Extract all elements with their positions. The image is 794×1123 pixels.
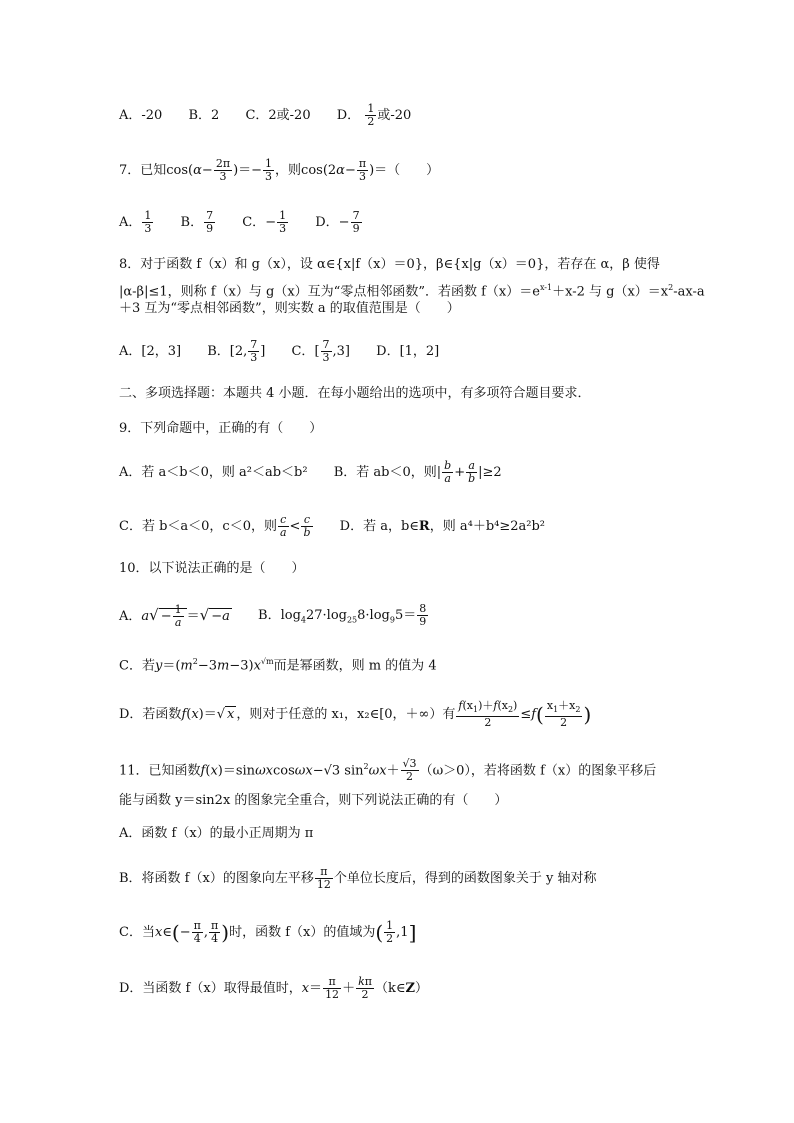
q7-option-a: A． $\frac{1}{3}$ bbox=[119, 209, 152, 235]
q9-option-c: C．若 b＜a＜0，c＜0，则 $\frac{c}{a}$ < $\frac{c}{b}$ bbox=[119, 513, 311, 539]
fraction: $\frac{1}{3}$ bbox=[265, 157, 273, 183]
q7-stem-end: ＝（ ） bbox=[374, 163, 440, 178]
fraction: $\frac{2\pi}{3}$ bbox=[215, 157, 231, 183]
q8-option-a: A．[2，3] bbox=[119, 343, 182, 359]
q8-option-b: B．[2, $\frac{7}{3}$ ] bbox=[207, 338, 266, 364]
q7-option-c: C．− $\frac{1}{3}$ bbox=[242, 209, 287, 235]
q7-option-b: B． $\frac{7}{9}$ bbox=[180, 209, 214, 235]
q8-line2-text: |α-β|≤1，则称 f（x）与 g（x）互为“零点相邻函数”．若函数 f（x）＝e bbox=[119, 284, 540, 300]
q6-option-b: B．2 bbox=[188, 107, 220, 123]
q7-stem-start: 7．已知 bbox=[119, 163, 167, 178]
q9-option-d: D．若 a，b∈R，则 a⁴＋b⁴≥2a²b² bbox=[339, 518, 546, 534]
q8-line2: |α-β|≤1，则称 f（x）与 g（x）互为“零点相邻函数”．若函数 $f(x)=e^{x-1}+x-2$ 与 $g(x)=x^2-ax-a$ bbox=[119, 283, 705, 300]
q6-options bbox=[119, 103, 433, 128]
q7-stem-mid: ，则 bbox=[275, 163, 302, 178]
q9-option-a: A．若 a＜b＜0，则 a²＜ab＜b² bbox=[119, 464, 308, 480]
q8-options bbox=[119, 339, 461, 364]
q11-option-b: B．将函数 f（x）的图象向左平移 $\frac{\pi}{12}$ 个单位长度后，得到的函数图象关于 y 轴对称 bbox=[119, 865, 597, 891]
q9-stem: 9．下列命题中，正确的有（ ） bbox=[119, 421, 323, 436]
section-heading: 二、多项选择题：本题共 4 小题．在每小题给出的选项中，有多项符合题目要求． bbox=[119, 386, 591, 401]
q10-option-a: A．a√ − $\frac{1}{a}$ ＝√ −a bbox=[119, 602, 230, 629]
q11-option-d: D．当函数 f（x）取得最值时，x＝ $\frac{\pi}{12}$ ＋ $\frac{k\pi}{2}$ （k∈Z） bbox=[119, 975, 429, 1001]
q7-stem: 7．已知cos(α− $\frac{2\pi}{3}$ )＝− $\frac{1}{3}$ ，则cos(2α− $\frac{\pi}{3}$ )＝（ ） bbox=[119, 157, 440, 183]
q6-option-d-rest: 或-20 bbox=[377, 108, 412, 123]
q11-option-a: A．函数 f（x）的最小正周期为 π bbox=[119, 826, 314, 841]
q9-options-ab bbox=[119, 460, 524, 485]
q9-options-cd bbox=[119, 514, 567, 539]
q6-option-a: A．-20 bbox=[119, 107, 163, 123]
q9-option-b: B．若 ab＜0，则| $\frac{b}{a}$ + $\frac{a}{b}$ |≥2 bbox=[333, 459, 502, 485]
q8-line2-end: ＋x-2 与 g（x）＝x bbox=[552, 284, 669, 300]
q7-option-d: D．− $\frac{7}{9}$ bbox=[315, 209, 360, 235]
fraction: $\frac{\pi}{3}$ bbox=[358, 157, 367, 183]
q11-option-c: C．当x∈(− $\frac{\pi}{4}$ , $\frac{\pi}{4}$ )时，函数 f（x）的值域为( $\frac{1}{2}$ ,1] bbox=[119, 919, 417, 945]
q8-line2-end2: -ax-a bbox=[673, 284, 705, 300]
q10-option-c: C．若$y=(m^2-3m-3)x^{√m}$而是幂函数，则 m 的值为 4 bbox=[119, 657, 437, 674]
q10-stem: 10．以下说法正确的是（ ） bbox=[119, 561, 305, 576]
exponent: x-1 bbox=[539, 283, 553, 292]
q8-option-d: D．[1，2] bbox=[376, 343, 440, 359]
q11-line2: 能与函数 y＝sin2x 的图象完全重合，则下列说法正确的有（ ） bbox=[119, 793, 508, 808]
q10-option-d: D．若函数f(x)＝√ x ，则对于任意的 x₁，x₂∈[0，＋∞）有 $\frac{f(x_1)+f(x_2)}{2}$ ≤f( $\frac{x_1+x_2}{2}$ ) bbox=[119, 699, 592, 730]
q8-option-c: C．[ $\frac{7}{3}$ ,3] bbox=[291, 338, 350, 364]
q11-stem: 11．已知函数f(x)＝sinωxcosωx−√3 $\sin^2\omega x+$ $\frac{√3}{2}$ （ω＞0），若将函数 f（x）的图象平移后 bbox=[119, 757, 657, 784]
fraction: $\frac{1}{2}$ bbox=[367, 102, 375, 128]
q8-line3: ＋3 互为“零点相邻函数”，则实数 a 的取值范围是（ ） bbox=[119, 301, 460, 316]
q10-option-b: B．$\log_427\cdot\log_{25}8\cdot\log_95=$ $\frac{8}{9}$ bbox=[258, 602, 427, 628]
q7-options bbox=[119, 210, 385, 235]
q6-option-d bbox=[337, 103, 412, 128]
q6-option-c: C．2或-20 bbox=[245, 107, 311, 123]
q10-options-ab bbox=[119, 603, 451, 630]
q8-line1: 8．对于函数 f（x）和 g（x），设 α∈{x|f（x）＝0}，β∈{x|g（x）＝0}，若存在 α，β 使得 bbox=[119, 257, 660, 272]
q6-option-d-label: D． bbox=[336, 108, 361, 123]
